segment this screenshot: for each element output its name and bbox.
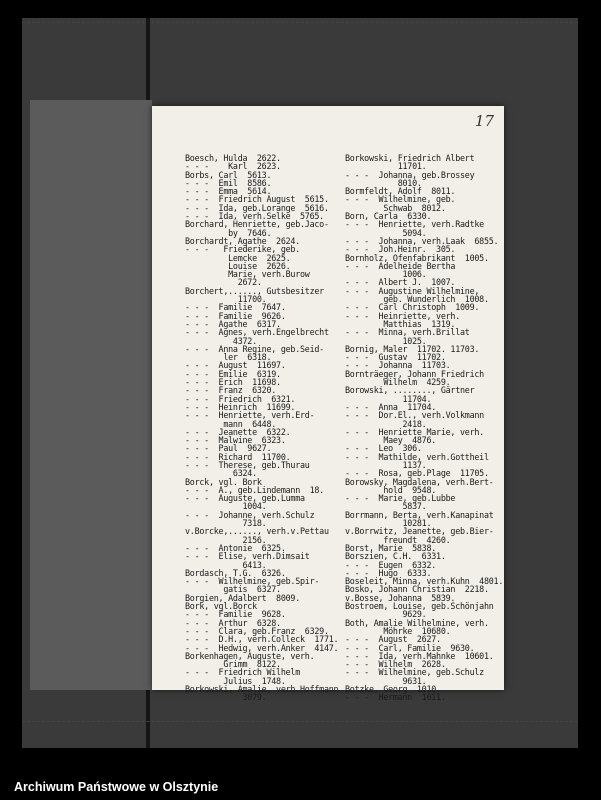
index-entry-line: Borchert,......, Gutsbesitzer	[185, 285, 324, 296]
index-entry-line: mann 6448.	[185, 418, 277, 429]
index-entry-line: Borchard, Henriette, geb.Jaco-	[185, 219, 329, 230]
index-entry-line: Matthias 1319.	[345, 318, 456, 329]
index-entry-line: Grimm 8122.	[185, 659, 281, 670]
index-entry-line: - - - Paul 9627.	[185, 443, 272, 454]
index-entry-line: Schwab 8012.	[345, 202, 446, 213]
index-entry-line: Borrmann, Berta, verh.Kanapinat	[345, 509, 494, 520]
index-entry-line: Lemcke 2625.	[185, 252, 291, 263]
index-entry-line: - - - Ida, verh.Mahnke 10601.	[345, 650, 494, 661]
index-entry-line: - - - Leo 306.	[345, 443, 422, 454]
index-entry-line: 9631.	[345, 675, 427, 686]
index-entry-line: - - - Johanna, verh.Laak 6855.	[345, 235, 499, 246]
index-entry-line: - - - Wilhelm 2628.	[345, 659, 446, 670]
index-entry-line: - - - Rosa, geb.Plage 11705.	[345, 468, 489, 479]
index-entry-line: - - - Hermann 1011.	[345, 692, 446, 703]
index-entry-line: - - - Carl Christoph 1009.	[345, 302, 480, 313]
index-entry-line: - - - Anna Regine, geb.Seid-	[185, 343, 324, 354]
index-entry-line: Bornholz, Ofenfabrikant 1005.	[345, 252, 489, 263]
index-entry-line: - - - Friedrich 6321.	[185, 393, 296, 404]
index-entry-line: - - - Anna 11704.	[345, 401, 437, 412]
index-entry-line: - - - Dor.El., verh.Volkmann	[345, 410, 484, 421]
index-entry-line: - - - Johanna 11703.	[345, 360, 451, 371]
index-card-page	[152, 106, 504, 703]
index-entry-line: Möhrke 10680.	[345, 625, 451, 636]
index-entry-line: - - - Johanne, verh.Schulz	[185, 509, 315, 520]
index-entry-line: - - - Emilie 6319.	[185, 368, 281, 379]
index-entry-line: ler 6318.	[185, 352, 272, 363]
index-entry-line: v.Borrwitz, Jeanette, geb.Bier-	[345, 526, 494, 537]
index-entry-line: 1004.	[185, 501, 267, 512]
index-entry-line: - - - Hedwig, verh.Anker 4147.	[185, 642, 339, 653]
index-entry-line: v.Bosse, Johanna 5839.	[345, 592, 456, 603]
index-entry-line: - - - Ida, geb.Lorange 5616.	[185, 202, 329, 213]
index-entry-line: Botzke, Georg 1010.	[345, 684, 441, 694]
index-entry-line: - - - Johanna, geb.Brossey	[345, 169, 475, 180]
index-entry-line: Borkowski, Amalie, verh.Hoffmann	[185, 684, 339, 694]
index-entry-line: Borowsky, Magdalena, verh.Bert-	[345, 476, 494, 487]
index-entry-line: Borst, Marie 5838.	[345, 542, 437, 553]
page-number-mark: 17	[474, 112, 494, 130]
index-entry-line: Borszien, C.H. 6331.	[345, 551, 446, 562]
index-entry-line: Maey 4876.	[345, 435, 437, 446]
index-entry-line: by 7646.	[185, 227, 272, 238]
index-entry-line: Bormfeldt, Adolf 8011.	[345, 186, 456, 197]
index-entry-line: - - - Minna, verh.Brillat	[345, 327, 470, 338]
index-entry-line: Born, Carla 6330.	[345, 211, 432, 222]
index-entry-line: - - - Therese, geb.Thurau	[185, 459, 310, 470]
index-entry-line: Julius 1748.	[185, 675, 286, 686]
index-entry-line: 11701.	[345, 161, 427, 172]
index-entry-line: Both, Amalie Wilhelmine, verh.	[345, 617, 489, 628]
index-entry-line: 6324.	[185, 468, 257, 479]
index-entry-line: - - - Mathilde, verh.Gottheil	[345, 451, 489, 462]
index-entry-line: - - - Friedrich August 5615.	[185, 194, 329, 205]
index-entry-line: v.Borcke,......, verh.v.Pettau	[185, 526, 329, 537]
index-entry-line: - - - Henriette, verh.Erd-	[185, 410, 315, 421]
index-entry-line: Bork, vgl.Borck	[185, 601, 257, 612]
index-entry-line: Marie, verh.Burow	[185, 269, 310, 280]
index-entry-line: - - - August 2627.	[345, 634, 441, 645]
index-entry-line: - - - Wilhelmine, geb.Spir-	[185, 576, 320, 587]
index-entry-line: - - - Friederike, geb.	[185, 244, 301, 255]
index-entry-line: - - - Heinrich 11699.	[185, 401, 296, 412]
index-entry-line: gatis 6327.	[185, 584, 281, 595]
index-entry-line: - - - Elise, verh.Dimsait	[185, 551, 310, 562]
index-entry-line: - - - Emma 5614.	[185, 186, 272, 197]
index-entry-line: 11704.	[345, 393, 432, 404]
index-entry-line: - - - Carl, Familie 9630.	[345, 642, 475, 653]
right-index-column	[345, 154, 503, 702]
index-entry-line: - - - Henriette Marie, verh.	[345, 426, 484, 437]
frame-bottom-perforation	[22, 713, 578, 722]
index-entry-line: - - - Clara, geb.Franz 6329.	[185, 625, 329, 636]
index-entry-line: 3079.	[185, 692, 267, 703]
index-entry-line: - - - Wilhelmine, geb.	[345, 194, 456, 205]
index-entry-line: - - - Richard 11700.	[185, 451, 291, 462]
index-entry-line: 2418.	[345, 418, 427, 429]
index-entry-line: Boesch, Hulda 2622.	[185, 153, 281, 163]
index-entry-line: 1137.	[345, 459, 427, 470]
frame-top-perforation	[22, 22, 578, 31]
index-entry-line: Borkenhagen, Auguste, verh.	[185, 650, 315, 661]
index-entry-line: Bordasch, T.G. 6326.	[185, 567, 286, 578]
index-entry-line: hold 9548.	[345, 484, 437, 495]
index-entry-line: 1006.	[345, 269, 427, 280]
index-entry-line: geb. Wunderlich 1008.	[345, 294, 489, 305]
archive-label: Archiwum Państwowe w Olsztynie	[14, 780, 219, 794]
index-entry-line: - - - Franz 6320.	[185, 385, 277, 396]
index-entry-line: Bosko, Johann Christian 2218.	[345, 584, 489, 595]
index-entry-line: Borck, vgl. Bork	[185, 476, 262, 487]
index-entry-line: - - - Erich 11698.	[185, 377, 281, 388]
previous-page-shadow	[30, 100, 152, 690]
index-entry-line: - - - Emil 8586.	[185, 177, 272, 188]
index-entry-line: Bornig, Maler 11702. 11703.	[345, 343, 480, 354]
index-entry-line: freundt 4260.	[345, 534, 451, 545]
index-entry-line: - - - Malwine 6323.	[185, 435, 286, 446]
index-entry-line: - - - Karl 2623.	[185, 161, 281, 172]
index-entry-line: 5094.	[345, 227, 427, 238]
index-entry-line: Borowski, ........, Gärtner	[345, 385, 475, 396]
index-entry-line: 2156.	[185, 534, 267, 545]
index-entry-line: Borchardt, Agathe 2624.	[185, 235, 301, 246]
index-entry-line: - - - Gustav 11702.	[345, 352, 446, 363]
index-entry-line: - - - A., geb.Lindemann 18.	[185, 484, 324, 495]
index-entry-line: - - - Antonie 6325.	[185, 542, 286, 553]
index-entry-line: - - - Familie 9628.	[185, 609, 286, 620]
index-entry-line: Bostroem, Louise, geb.Schönjahn	[345, 601, 494, 612]
index-entry-line: 1025.	[345, 335, 427, 346]
index-entry-line: - - - Familie 9626.	[185, 310, 286, 321]
index-entry-line: 8010.	[345, 177, 422, 188]
index-entry-line: 11700.	[185, 294, 267, 305]
index-entry-line: Boseleit, Minna, verh.Kuhn 4801.	[345, 576, 504, 587]
index-entry-line: - - - Eugen 6332.	[345, 559, 437, 570]
index-entry-line: Borbs, Carl 5613.	[185, 169, 272, 180]
index-entry-line: - - - August 11697.	[185, 360, 286, 371]
index-entry-line: - - - Familie 7647.	[185, 302, 286, 313]
index-entry-line: - - - Agathe 6317.	[185, 318, 281, 329]
index-entry-line: Borkowski, Friedrich Albert	[345, 153, 475, 163]
index-entry-line: 4372.	[185, 335, 257, 346]
index-entry-line: - - - Augustine Wilhelmine,	[345, 285, 480, 296]
index-entry-line: - - - Agnes, verh.Engelbrecht	[185, 327, 329, 338]
index-entry-line: Bornträeger, Johann Friedrich	[345, 368, 484, 379]
index-entry-line: - - - Jeanette 6322.	[185, 426, 291, 437]
index-entry-line: - - - Joh.Heinr. 305.	[345, 244, 456, 255]
index-entry-line: Wilhelm 4259.	[345, 377, 451, 388]
index-entry-line: - - - Albert J. 1007.	[345, 277, 456, 288]
index-entry-line: - - - Arthur 6328.	[185, 617, 281, 628]
index-entry-line: 9629.	[345, 609, 427, 620]
left-index-column	[185, 154, 338, 702]
index-entry-line: 6413.	[185, 559, 267, 570]
index-entry-line: 7318.	[185, 518, 267, 529]
index-entry-line: - - - Wilhelmine, geb.Schulz	[345, 667, 484, 678]
index-entry-line: - - - Ida, verh.Selke 5765.	[185, 211, 324, 222]
index-entry-line: - - - Henriette, verh.Radtke	[345, 219, 484, 230]
index-entry-line: Borgien, Adalbert 8009.	[185, 592, 301, 603]
index-entry-line: 5837.	[345, 501, 427, 512]
index-entry-line: - - - Auguste, geb.Lumma	[185, 493, 305, 504]
index-entry-line: - - - Friedrich Wilhelm	[185, 667, 301, 678]
index-entry-line: - - - Adelheide Bertha	[345, 260, 456, 271]
index-entry-line: - - - Marie, geb.Lubbe	[345, 493, 456, 504]
index-entry-line: - - - Hugo 6333.	[345, 567, 432, 578]
index-entry-line: 2672.	[185, 277, 262, 288]
index-entry-line: Louise 2626.	[185, 260, 291, 271]
index-entry-line: 10281.	[345, 518, 432, 529]
index-entry-line: - - - Heinriette, verh.	[345, 310, 461, 321]
index-entry-line: - - - D.H., verh.Colleck 1771.	[185, 634, 339, 645]
